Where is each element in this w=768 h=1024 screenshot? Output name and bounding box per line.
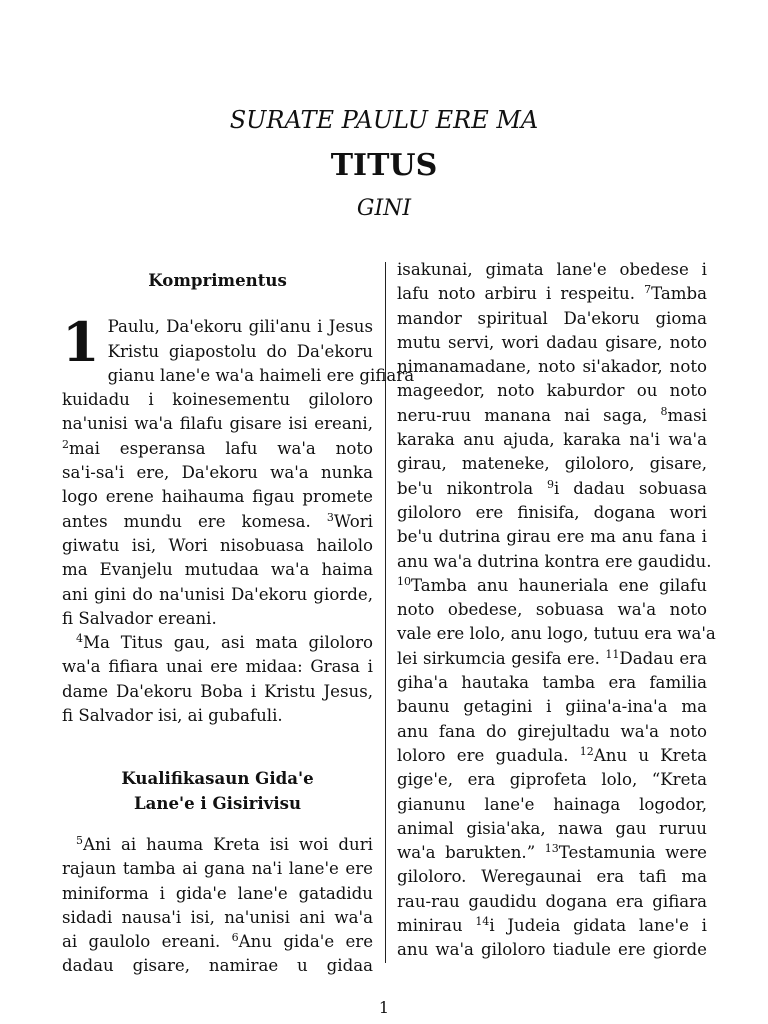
text-line: anu wa'a giloloro tiadule ere giorde: [397, 940, 707, 960]
text-line: loloro ere guadula. $^{12}$Anu u Kreta: [397, 744, 707, 765]
text-line: mageedor, noto kaburdor ou noto: [397, 381, 707, 401]
text-line: isakunai, gimata lane'e obedese i: [397, 260, 707, 279]
text-line: giloloro. Weregaunai era tafi ma: [397, 867, 707, 887]
text-line: mutu servi, wori dadau gisare, noto: [397, 332, 707, 352]
text-line: dame Da'ekoru Boba i Kristu Jesus,: [62, 681, 373, 701]
verse-number: 2: [62, 437, 69, 451]
book-subtitle-2: GINI: [356, 196, 412, 221]
verse-number: 9: [547, 477, 555, 491]
text-line: minirau $^{14}$i Judeia gidata lane'e i: [397, 914, 707, 936]
verse-number: 3: [326, 510, 334, 524]
text-line: $^{10}$Tamba anu hauneriala ene gilafu: [397, 574, 707, 595]
text-line: fi Salvador ereani.: [62, 608, 217, 628]
text-line: baunu getagini i giina'a-ina'a ma: [397, 697, 707, 717]
text-line: gianu lane'e wa'a haimeli ere gifiara: [107, 365, 415, 385]
book-title: TITUS: [330, 148, 438, 183]
text-line: ai gaulolo ereani. $^6$Anu gida'e ere: [62, 931, 374, 952]
text-line: wa'a barukten.” $^{13}$Testamunia were: [397, 842, 707, 863]
text-line: be'u dutrina girau ere ma anu fana i: [397, 527, 707, 547]
verse-number: 6: [231, 931, 239, 945]
chapter-number: 1: [62, 310, 100, 375]
text-line: logo erene haihauma figau promete: [62, 487, 373, 507]
verse-number: 13: [544, 842, 559, 856]
text-line: $^2$mai esperansa lafu wa'a noto: [62, 437, 373, 458]
text-line: be'u nikontrola $^9$i dadau sobuasa: [397, 477, 708, 498]
verse-number: 10: [397, 574, 411, 588]
text-line: sa'i-sa'i ere, Da'ekoru wa'a nunka: [62, 463, 373, 483]
text-line: girau, mateneke, giloloro, gisare,: [397, 454, 707, 474]
text-line: giloloro ere finisifa, dogana wori: [397, 502, 707, 522]
text-line: lei sirkumcia gesifa ere. $^{11}$Dadau era: [397, 647, 707, 668]
verse-number: 4: [76, 632, 83, 646]
verse-number: 11: [605, 647, 620, 661]
text-line: gige'e, era giprofeta lolo, “Kreta: [397, 770, 707, 790]
text-line: $^4$Ma Titus gau, asi mata giloloro: [76, 632, 373, 653]
page-number: 1: [378, 998, 390, 1017]
text-line: dadau gisare, namirae u gidaa: [62, 956, 373, 976]
book-subtitle: SURATE PAULU ERE MA: [229, 106, 539, 134]
text-line: neru-ruu manana nai saga, $^8$masi: [397, 404, 707, 425]
verse-number: 12: [579, 744, 594, 758]
text-line: giwatu isi, Wori nisobuasa hailolo: [62, 535, 373, 555]
verse-number: 14: [475, 914, 490, 928]
text-line: kuidadu i koinesementu giloloro: [62, 390, 373, 410]
verse-number: 5: [76, 833, 83, 847]
verse-number: 8: [660, 404, 668, 418]
text-line: giha'a hautaka tamba era familia: [397, 673, 707, 693]
text-line: sidadi nausa'i isi, na'unisi ani wa'a: [62, 907, 373, 927]
text-line: karaka anu ajuda, karaka na'i wa'a: [397, 430, 707, 450]
text-line: Paulu, Da'ekoru gili'anu i Jesus: [107, 317, 373, 337]
verse-5-paragraph: [62, 833, 373, 979]
text-line: vale ere lolo, anu logo, tutuu era wa'a: [397, 624, 716, 644]
text-line: gianunu lane'e hainaga logodor,: [397, 794, 707, 814]
section-heading-komprimentus: Komprimentus: [148, 270, 287, 290]
text-line: miniforma i gida'e lane'e gatadidu: [62, 883, 373, 903]
text-line: anu fana do girejultadu wa'a noto: [397, 721, 707, 741]
text-line: $^5$Ani ai hauma Kreta isi woi duri: [76, 833, 373, 854]
text-line: animal gisia'aka, nawa gau ruruu: [397, 818, 707, 838]
text-line: noto obedese, sobuasa wa'a noto: [397, 600, 707, 620]
text-line: Kristu giapostolu do Da'ekoru: [107, 341, 373, 361]
text-line: nimanamadane, noto si'akador, noto: [397, 357, 707, 377]
text-line: antes mundu ere komesa. $^3$Wori: [62, 510, 373, 531]
text-line: lafu noto arbiru i respeitu. $^7$Tamba: [397, 283, 707, 304]
text-line: ani gini do na'unisi Da'ekoru giorde,: [62, 584, 373, 604]
text-line: mandor spiritual Da'ekoru gioma: [397, 308, 707, 328]
text-line: fi Salvador isi, ai gubafuli.: [62, 706, 283, 726]
verse-number: 7: [644, 283, 652, 297]
text-line: na'unisi wa'a filafu gisare isi ereani,: [62, 414, 373, 434]
right-column: [397, 258, 716, 963]
text-line: wa'a fifiara unai ere midaa: Grasa i: [62, 657, 373, 677]
text-line: rau-rau gaudidu dogana era gifiara: [397, 891, 707, 911]
section-heading-kualifikasaun: Kualifikasaun Gida'e Lane'e i Gisirivisu: [121, 768, 314, 813]
text-line: ma Evanjelu mutudaa wa'a haima: [62, 560, 373, 580]
text-line: rajaun tamba ai gana na'i lane'e ere: [62, 859, 373, 879]
text-line: anu wa'a dutrina kontra ere gaudidu.: [397, 551, 712, 571]
